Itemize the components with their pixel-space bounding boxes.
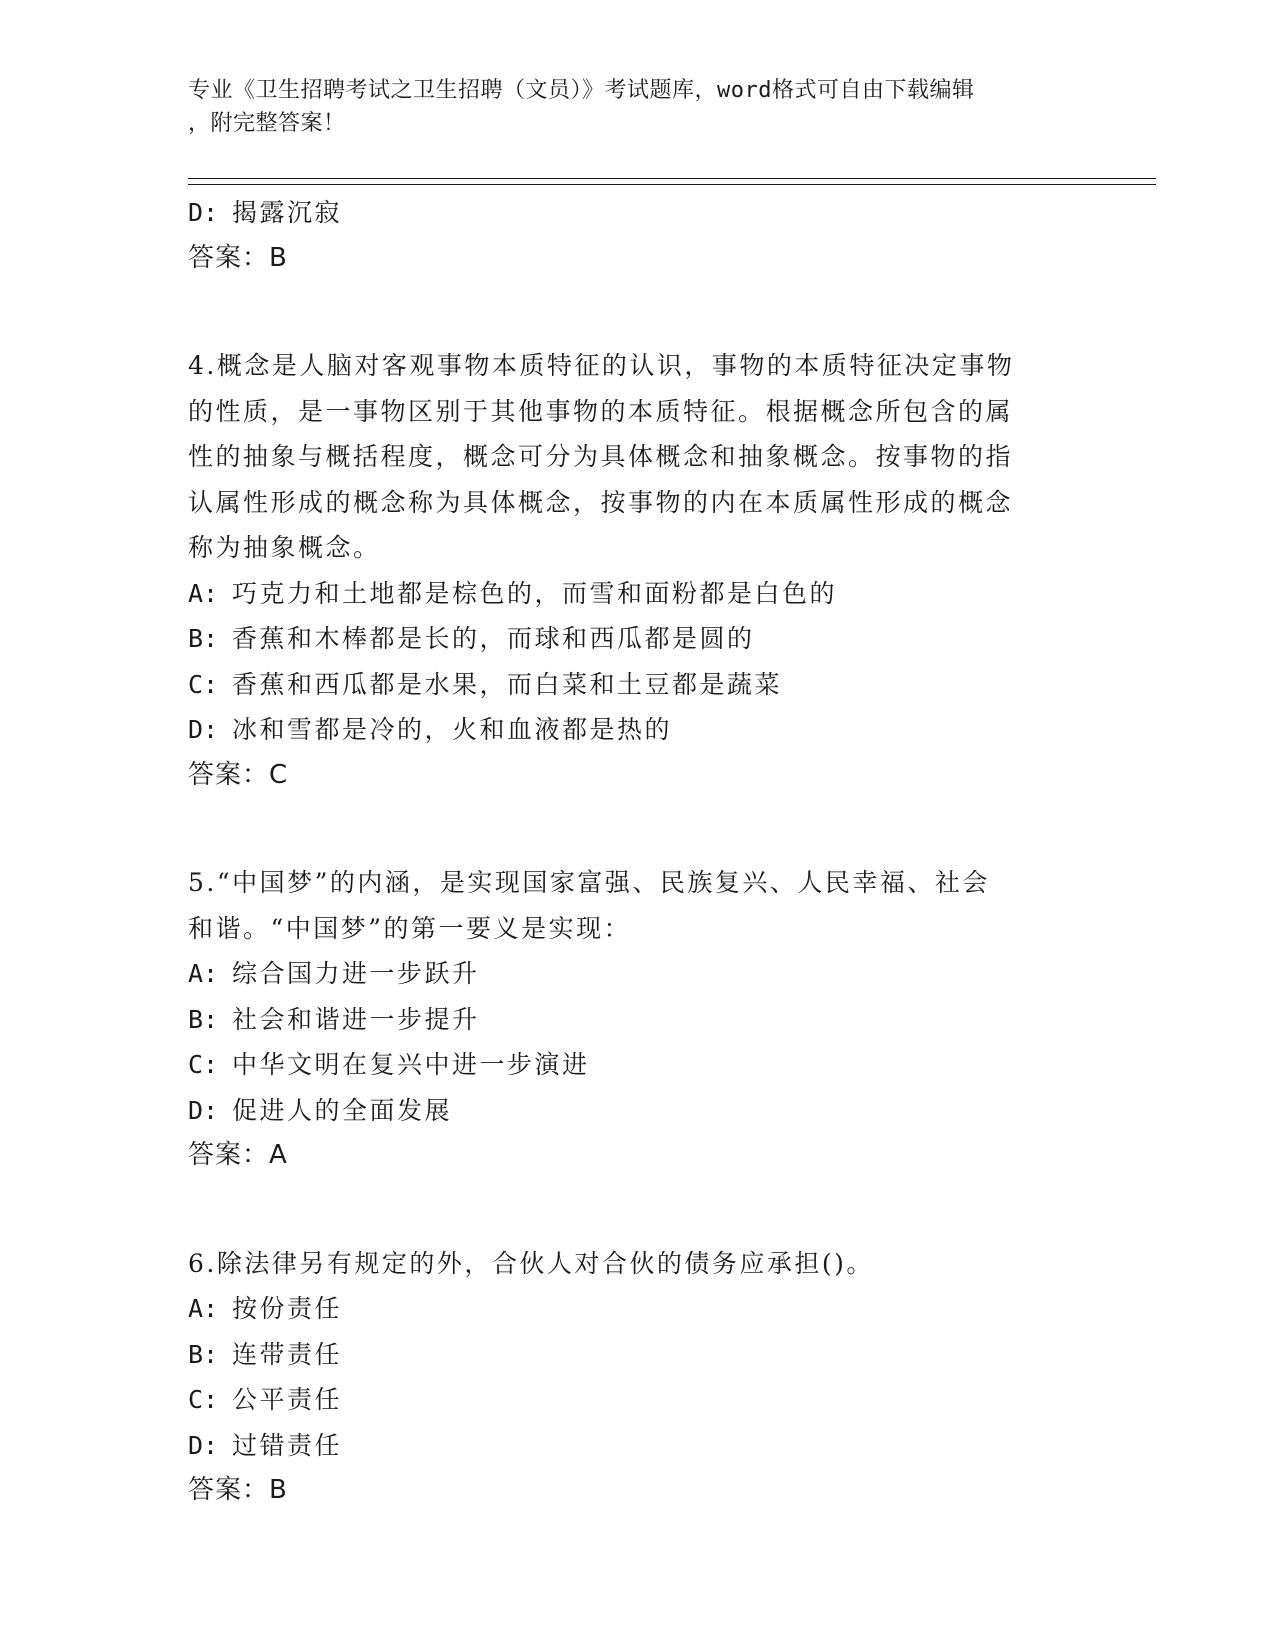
option-line [188, 1286, 1078, 1332]
option-text: 过错责任 [232, 1430, 343, 1460]
option-letter: A: [188, 959, 219, 988]
answer-line: 答案：B [188, 242, 288, 273]
option-line [188, 1377, 1078, 1423]
question-5 [188, 860, 1078, 1179]
question-3-tail [188, 190, 1078, 281]
option-letter: D: [188, 715, 219, 744]
question-stem [188, 343, 1078, 571]
option-letter: D: [188, 198, 219, 227]
answer-line: 答案：C [188, 759, 289, 790]
option-letter: A: [188, 578, 219, 608]
option-text: 促进人的全面发展 [232, 1095, 453, 1125]
option-line [188, 190, 1078, 236]
header-line-2: ，附完整答案！ [188, 111, 346, 136]
option-letter: C: [188, 1050, 219, 1079]
option-letter: C: [188, 1385, 219, 1414]
option-line [188, 662, 1078, 708]
option-letter: D: [188, 1095, 219, 1125]
option-text: 香蕉和木棒都是长的，而球和西瓜都是圆的 [232, 624, 755, 653]
option-line [188, 1332, 1078, 1378]
stem-line: 性的抽象与概括程度，概念可分为具体概念和抽象概念。按事物的指 [188, 442, 1014, 471]
question-6 [188, 1241, 1078, 1514]
option-text: 综合国力进一步跃升 [232, 959, 480, 988]
question-gap [188, 281, 1078, 343]
answer-line: 答案：A [188, 1140, 288, 1170]
stem-line: 认属性形成的概念称为具体概念，按事物的内在本质属性形成的概念 [188, 487, 1014, 517]
option-line [188, 1088, 1078, 1134]
stem-line: 的性质，是一事物区别于其他事物的本质特征。根据概念所包含的属 [188, 396, 1014, 426]
question-content [188, 190, 1078, 1514]
question-gap [188, 798, 1078, 860]
option-line [188, 1042, 1078, 1088]
stem-line: 6.除法律另有规定的外，合伙人对合伙的债务应承担()。 [188, 1248, 874, 1278]
option-letter: B: [188, 624, 219, 653]
option-line [188, 616, 1078, 662]
option-text: 公平责任 [232, 1385, 343, 1414]
option-text: 按份责任 [232, 1294, 343, 1323]
option-line [188, 951, 1078, 997]
option-letter: C: [188, 669, 219, 699]
answer-line: 答案：B [188, 1475, 288, 1505]
question-stem [188, 1241, 1078, 1287]
option-text: 连带责任 [232, 1339, 343, 1369]
stem-line: 和谐。“中国梦”的第一要义是实现： [188, 913, 632, 943]
option-text: 巧克力和土地都是棕色的，而雪和面粉都是白色的 [232, 578, 838, 608]
option-text: 香蕉和西瓜都是水果，而白菜和土豆都是蔬菜 [232, 669, 783, 699]
option-text: 中华文明在复兴中进一步演进 [232, 1050, 590, 1079]
page-header [188, 74, 1068, 140]
option-letter: D: [188, 1430, 219, 1460]
option-text: 社会和谐进一步提升 [232, 1004, 480, 1034]
option-line [188, 571, 1078, 617]
question-stem [188, 860, 1078, 951]
option-line [188, 997, 1078, 1043]
option-letter: A: [188, 1294, 219, 1323]
stem-line: 5.“中国梦”的内涵，是实现国家富强、民族复兴、人民幸福、社会 [188, 868, 990, 897]
option-letter: B: [188, 1339, 219, 1369]
option-text: 冰和雪都是冷的，火和血液都是热的 [232, 715, 673, 744]
header-line-1: 专业《卫生招聘考试之卫生招聘（文员）》考试题库，word格式可自由下载编辑 [188, 78, 975, 103]
question-4 [188, 343, 1078, 798]
question-gap [188, 1179, 1078, 1241]
option-letter: B: [188, 1004, 219, 1034]
stem-line: 4.概念是人脑对客观事物本质特征的认识，事物的本质特征决定事物 [188, 351, 1015, 380]
stem-line: 称为抽象概念。 [188, 533, 381, 562]
header-double-rule [188, 178, 1156, 185]
option-text: 揭露沉寂 [232, 198, 343, 227]
option-line [188, 1423, 1078, 1469]
option-line [188, 707, 1078, 753]
